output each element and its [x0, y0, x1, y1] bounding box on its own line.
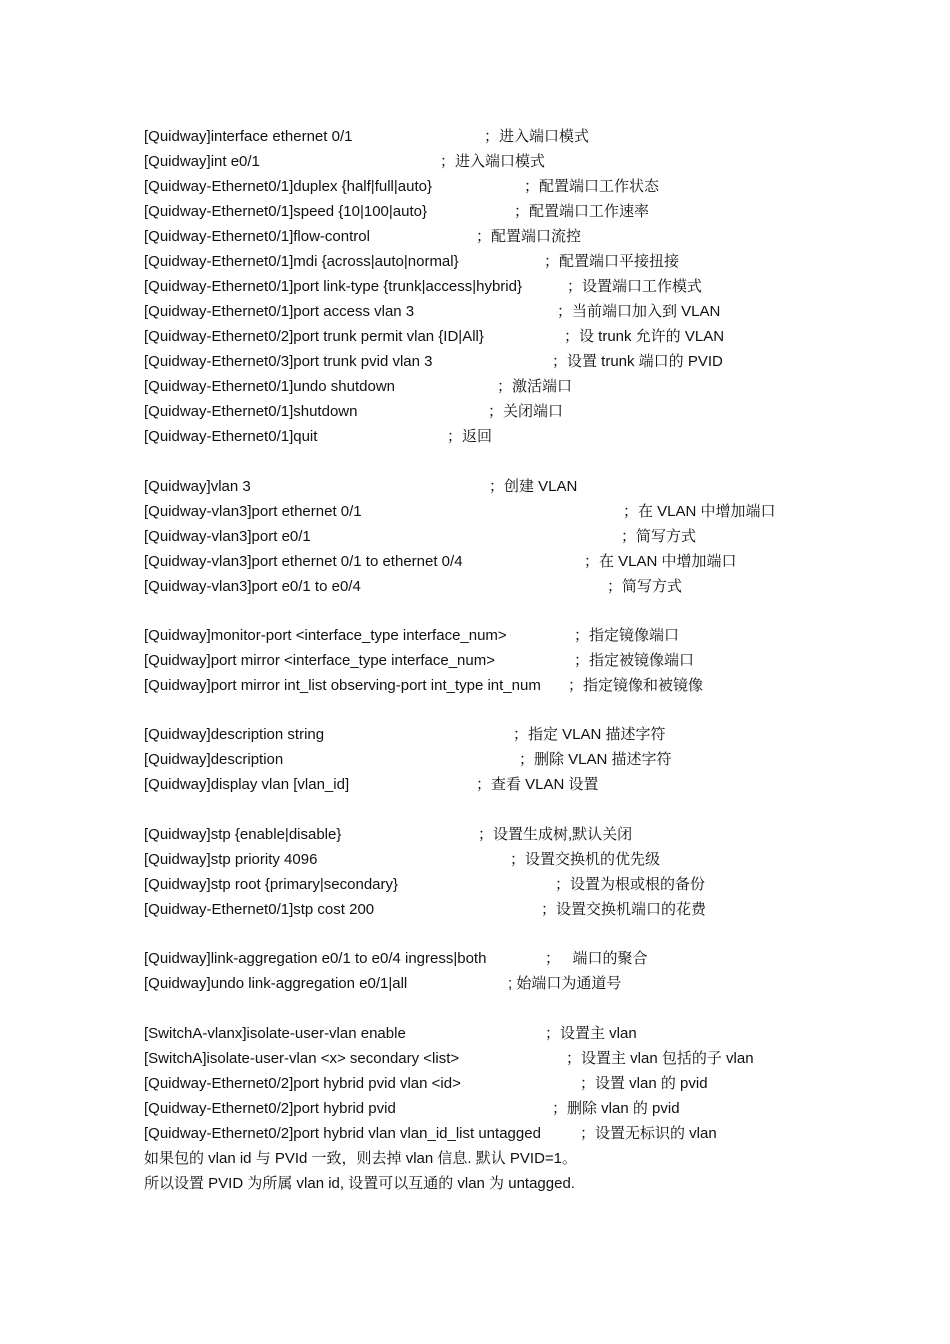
- command-text: [Quidway]undo link-aggregation e0/1|all: [144, 975, 408, 992]
- command-comment: ； 端口的聚合: [545, 950, 648, 967]
- command-comment: ；设置 vlan 的 pvid: [580, 1075, 708, 1092]
- command-text: [Quidway-vlan3]port e0/1: [144, 528, 311, 545]
- command-comment: ；设置 trunk 端口的 PVID: [552, 353, 723, 370]
- command-text: [Quidway]int e0/1: [144, 153, 260, 170]
- command-comment: ；设置交换机端口的花费: [541, 901, 707, 918]
- command-text: [Quidway]monitor-port <interface_type interface_num>: [144, 627, 507, 644]
- command-text: [Quidway]stp {enable|disable}: [144, 826, 342, 843]
- command-line: [0, 1124, 950, 1144]
- command-comment: ；设置端口工作模式: [567, 278, 703, 295]
- command-text: [Quidway]interface ethernet 0/1: [144, 128, 353, 145]
- command-line: [0, 402, 950, 422]
- command-comment: ；查看 VLAN 设置: [476, 776, 599, 793]
- command-line: [0, 552, 950, 572]
- command-line: [0, 974, 950, 994]
- command-comment: ；在 VLAN 中增加端口: [623, 503, 776, 520]
- command-line: [0, 850, 950, 870]
- command-line: [0, 227, 950, 247]
- command-comment: ；设置为根或根的备份: [555, 876, 706, 893]
- command-line: [0, 1049, 950, 1069]
- command-line: [0, 327, 950, 347]
- command-comment: ；关闭端口: [488, 403, 564, 420]
- note-line: 所以设置 PVID 为所属 vlan id, 设置可以互通的 vlan 为 untagged.: [144, 1175, 575, 1192]
- command-comment: ；配置端口平接扭接: [544, 253, 680, 270]
- command-comment: ；创建 VLAN: [489, 478, 578, 495]
- command-text: [Quidway]vlan 3: [144, 478, 251, 495]
- command-line: [0, 377, 950, 397]
- command-text: [Quidway-Ethernet0/1]mdi {across|auto|normal}: [144, 253, 459, 270]
- command-text: [SwitchA]isolate-user-vlan <x> secondary <list>: [144, 1050, 460, 1067]
- command-line: [0, 900, 950, 920]
- command-comment: ；进入端口模式: [484, 128, 590, 145]
- command-line: [0, 949, 950, 969]
- command-comment: ；当前端口加入到 VLAN: [557, 303, 721, 320]
- command-line: [0, 252, 950, 272]
- command-text: [Quidway-Ethernet0/2]port hybrid vlan vlan_id_list untagged: [144, 1125, 541, 1142]
- command-text: [Quidway-vlan3]port ethernet 0/1: [144, 503, 362, 520]
- command-comment: ；指定镜像和被镜像: [568, 677, 704, 694]
- command-comment: ；指定 VLAN 描述字符: [513, 726, 666, 743]
- command-text: [Quidway-Ethernet0/1]flow-control: [144, 228, 370, 245]
- command-comment: ；激活端口: [497, 378, 573, 395]
- command-text: [Quidway-Ethernet0/1]undo shutdown: [144, 378, 395, 395]
- command-line: [0, 477, 950, 497]
- command-line: [0, 750, 950, 770]
- command-text: [Quidway-vlan3]port e0/1 to e0/4: [144, 578, 361, 595]
- note-line: 如果包的 vlan id 与 PVId 一致，则去掉 vlan 信息. 默认 PVID=1。: [144, 1150, 578, 1167]
- command-comment: ; 始端口为通道号: [508, 975, 622, 992]
- command-comment: ；在 VLAN 中增加端口: [584, 553, 737, 570]
- command-line: [0, 1024, 950, 1044]
- command-text: [Quidway]port mirror int_list observing-port int_type int_num: [144, 677, 541, 694]
- command-line: [0, 651, 950, 671]
- command-line: [0, 502, 950, 522]
- command-line: [0, 277, 950, 297]
- command-text: [Quidway-Ethernet0/2]port hybrid pvid: [144, 1100, 396, 1117]
- command-line: [0, 626, 950, 646]
- command-text: [SwitchA-vlanx]isolate-user-vlan enable: [144, 1025, 406, 1042]
- command-line: [0, 1099, 950, 1119]
- command-text: [Quidway-Ethernet0/3]port trunk pvid vlan 3: [144, 353, 433, 370]
- command-comment: ；指定被镜像端口: [574, 652, 695, 669]
- command-comment: ；设置生成树,默认关闭: [478, 826, 633, 843]
- command-comment: ；设 trunk 允许的 VLAN: [564, 328, 725, 345]
- command-text: [Quidway-Ethernet0/1]shutdown: [144, 403, 358, 420]
- command-text: [Quidway-Ethernet0/1]port access vlan 3: [144, 303, 415, 320]
- command-line: [0, 875, 950, 895]
- command-comment: ；删除 vlan 的 pvid: [552, 1100, 680, 1117]
- command-text: [Quidway-Ethernet0/2]port trunk permit vlan {ID|All}: [144, 328, 484, 345]
- command-text: [Quidway-Ethernet0/1]port link-type {trunk|access|hybrid}: [144, 278, 522, 295]
- command-comment: ；配置端口流控: [476, 228, 582, 245]
- command-text: [Quidway]display vlan [vlan_id]: [144, 776, 350, 793]
- command-comment: ；设置主 vlan: [545, 1025, 637, 1042]
- command-line: [0, 127, 950, 147]
- command-line: [0, 725, 950, 745]
- command-line: [0, 676, 950, 696]
- command-comment: ；简写方式: [607, 578, 683, 595]
- command-text: [Quidway]port mirror <interface_type interface_num>: [144, 652, 495, 669]
- command-line: [0, 577, 950, 597]
- command-text: [Quidway]description string: [144, 726, 325, 743]
- command-line: [0, 202, 950, 222]
- command-text: [Quidway]stp root {primary|secondary}: [144, 876, 399, 893]
- command-line: [0, 352, 950, 372]
- command-comment: ；设置交换机的优先级: [510, 851, 661, 868]
- command-text: [Quidway-Ethernet0/1]duplex {half|full|auto}: [144, 178, 432, 195]
- command-comment: ；返回: [447, 428, 493, 445]
- command-line: [0, 302, 950, 322]
- command-line: [0, 427, 950, 447]
- command-comment: ；配置端口工作速率: [514, 203, 650, 220]
- command-comment: ；设置无标识的 vlan: [580, 1125, 717, 1142]
- command-text: [Quidway]link-aggregation e0/1 to e0/4 ingress|both: [144, 950, 487, 967]
- command-text: [Quidway-Ethernet0/1]stp cost 200: [144, 901, 375, 918]
- command-comment: ；进入端口模式: [440, 153, 546, 170]
- command-comment: ；设置主 vlan 包括的子 vlan: [566, 1050, 754, 1067]
- command-text: [Quidway-vlan3]port ethernet 0/1 to ethernet 0/4: [144, 553, 463, 570]
- command-line: [0, 1074, 950, 1094]
- command-comment: ；配置端口工作状态: [524, 178, 660, 195]
- command-text: [Quidway-Ethernet0/2]port hybrid pvid vlan <id>: [144, 1075, 461, 1092]
- command-line: [0, 825, 950, 845]
- command-comment: ；指定镜像端口: [574, 627, 680, 644]
- command-line: [0, 152, 950, 172]
- command-text: [Quidway]description: [144, 751, 284, 768]
- command-text: [Quidway-Ethernet0/1]speed {10|100|auto}: [144, 203, 428, 220]
- command-comment: ；简写方式: [621, 528, 697, 545]
- command-line: [0, 177, 950, 197]
- command-line: [0, 527, 950, 547]
- command-line: [0, 775, 950, 795]
- command-text: [Quidway]stp priority 4096: [144, 851, 318, 868]
- command-text: [Quidway-Ethernet0/1]quit: [144, 428, 318, 445]
- command-comment: ；删除 VLAN 描述字符: [519, 751, 672, 768]
